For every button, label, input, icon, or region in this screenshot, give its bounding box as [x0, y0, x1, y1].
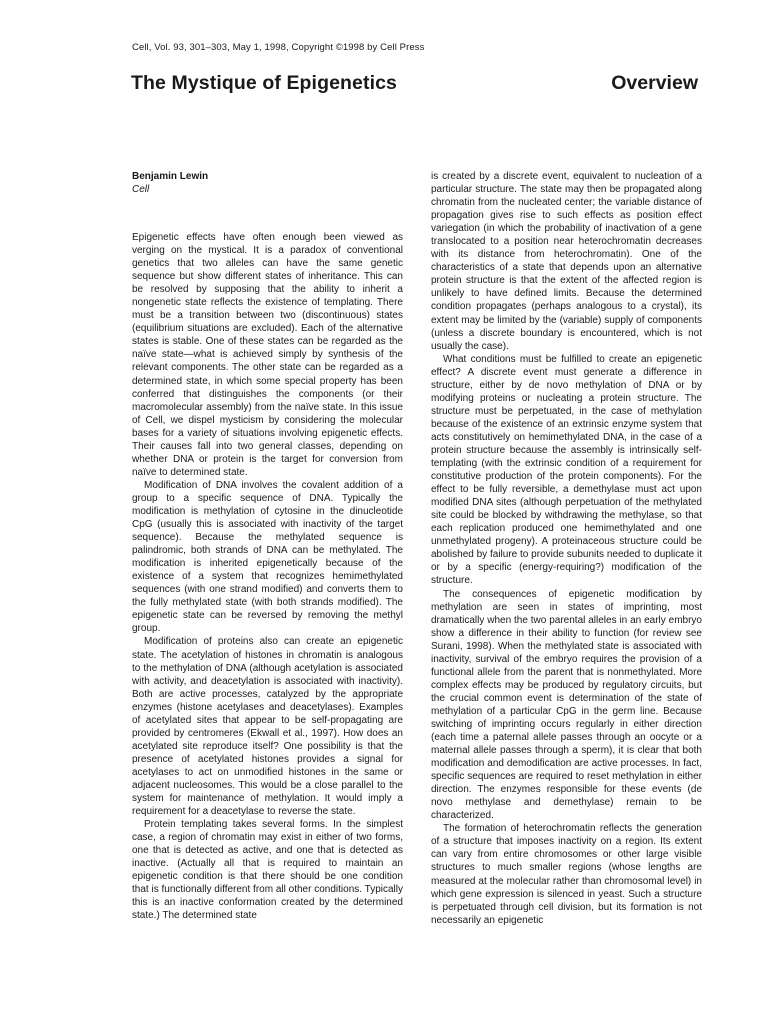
paragraph: is created by a discrete event, equivalent to nucleation of a particular structure. The state may then be propagated along chromatin from the nucleated center; the variable distance of propagation gives rise to such effects as position effect variegation (in which the probability of inactivation of a gene translocated to a position near heterochromatin decreases with its distance from heterochromatin). One of the characteristics of a state that depends upon an alternative protein structure is that the extent of the affected region is unlikely to have defined limits. Because the determined condition propagates (perhaps analogous to a crystal), its extent may be limited by the (variable) supply of components (unless a discrete boundary is encountered, which is not usually the case).	[431, 171, 702, 352]
left-column	[132, 231, 403, 922]
paragraph: What conditions must be fulfilled to create an epigenetic effect? A discrete event must generate a difference in structure, either by de novo methylation of DNA or by modifying proteins or nucleating a protein structure. The structure must be perpetuated, in the case of methylation because of the existence of an extrinsic enzyme system that acts constitutively on hemimethylated DNA, in the case of a protein structure because the assembly is intrinsically self-templating (with the extrinsic condition of a requirement for constitutive production of the protein components). For the effect to be fully reversible, a demethylase must act upon modified DNA sites (although perpetuation of the methylated site could be blocked by withdrawing the methylase, so that each replication produced one hemimethylated and one unmethylated progeny). A proteinaceous structure could be abolished by failure to provide subunits needed to duplicate it or by a specific (energy-requiring?) modification of the structure.	[431, 353, 702, 587]
paragraph: Modification of proteins also can create an epigenetic state. The acetylation of histones in chromatin is analogous to the methylation of DNA (although acetylation is associated with activity, and deacetylation is associated with inactivity). Both are active processes, catalyzed by the appropriate enzymes (histone acetylases and deacetylases). Examples of acetylated sites that appear to be self-propagating are provided by centromeres (Ekwall et al., 1997). How does an acetylated site reproduce itself? One possibility is that the presence of acetylated histones provides a signal for acetylases to act on unmodified histones in the same or adjacent nucleosomes. This would be a close parallel to the system for maintenance of methylation. It would imply a requirement for a deacetylase to reverse the state.	[132, 636, 403, 818]
author-name: Benjamin Lewin	[132, 171, 209, 182]
right-column	[431, 170, 702, 927]
article-title: The Mystique of Epigenetics	[131, 72, 397, 94]
paragraph: The consequences of epigenetic modification by methylation are seen in states of imprinting, most dramatically when the two parental alleles in an early embryo show a difference in their ability to function (for review see Surani, 1998). When the methylated state is associated with inactivity, survival of the embryo requires the provision of a functional allele from the parent that is nonmethylated. More complex effects may be produced by regulatory circuits, but the crucial common event is determination of the state of methylation of a particular CpG in the germ line. Because switching of imprinting occurs regularly in either direction (each time a paternal allele passes through an oocyte or a maternal allele passes through a sperm), it is clear that both modification and demodification are active processes. In fact, specific sequences are required to reset methylation in either direction. The enzymes responsible for these events (de novo methylase and demethylase) remain to be characterized.	[431, 588, 702, 822]
paragraph: Protein templating takes several forms. In the simplest case, a region of chromatin may exist in either of two forms, one that is detected as active, and one that is detected as inactive. (Actually all that is required to maintain an epigenetic condition is that there should be one condition that is functionally different from all other conditions. Typically this is an inactive conformation created by the determined state.) The determined state	[132, 819, 403, 922]
author-affiliation: Cell	[132, 184, 150, 195]
paragraph: The formation of heterochromatin reflects the generation of a structure that imposes inactivity on a region. Its extent can vary from entire chromosomes or other large visible structures to much smaller regions (whose lengths are measured at the molecular rather than chromosomal level) in which gene expression is silenced in yeast. Such a structure is perpetuated through cell division, but its formation is not necessarily an epigenetic	[431, 823, 702, 926]
journal-citation: Cell, Vol. 93, 301–303, May 1, 1998, Copyright ©1998 by Cell Press	[132, 42, 425, 53]
section-label: Overview	[611, 72, 698, 94]
paragraph: Epigenetic effects have often enough been viewed as verging on the mystical. It is a paradox of conventional genetics that two alleles can have the same genetic sequence but show different states of inheritance. This can be resolved by supposing that the ability to inherit a nongenetic state reflects the existence of templating. There must be a transition between two (discontinuous) states (equilibrium situations are excluded). Each of the alternative states is stable. One of these states can be regarded as the naïve state—what is achieved simply by synthesis of the relevant components. The other state can be regarded as a determined state, in which some special property has been conferred that distinguishes the components (or their macromolecular assembly) from the naïve state. In this issue of Cell, we dispel mysticism by considering the molecular bases for a variety of situations involving epigenetic effects. Their causes fall into two general classes, depending on whether DNA or protein is the target for conversion from naïve to determined state.	[132, 232, 403, 478]
paragraph: Modification of DNA involves the covalent addition of a group to a specific sequence of DNA. Typically the modification is methylation of cytosine in the dinucleotide CpG (usually this is associated with inactivity of the target sequence). Because the methylated sequence is palindromic, both strands of DNA can be methylated. The modification is inherited epigenetically because of the existence of a system that recognizes hemimethylated sequences (with one strand modified) and converts them to the fully methylated state (with both strands modified). The epigenetic state can be reversed by removing the methyl group.	[132, 479, 403, 635]
author-block	[132, 170, 208, 196]
